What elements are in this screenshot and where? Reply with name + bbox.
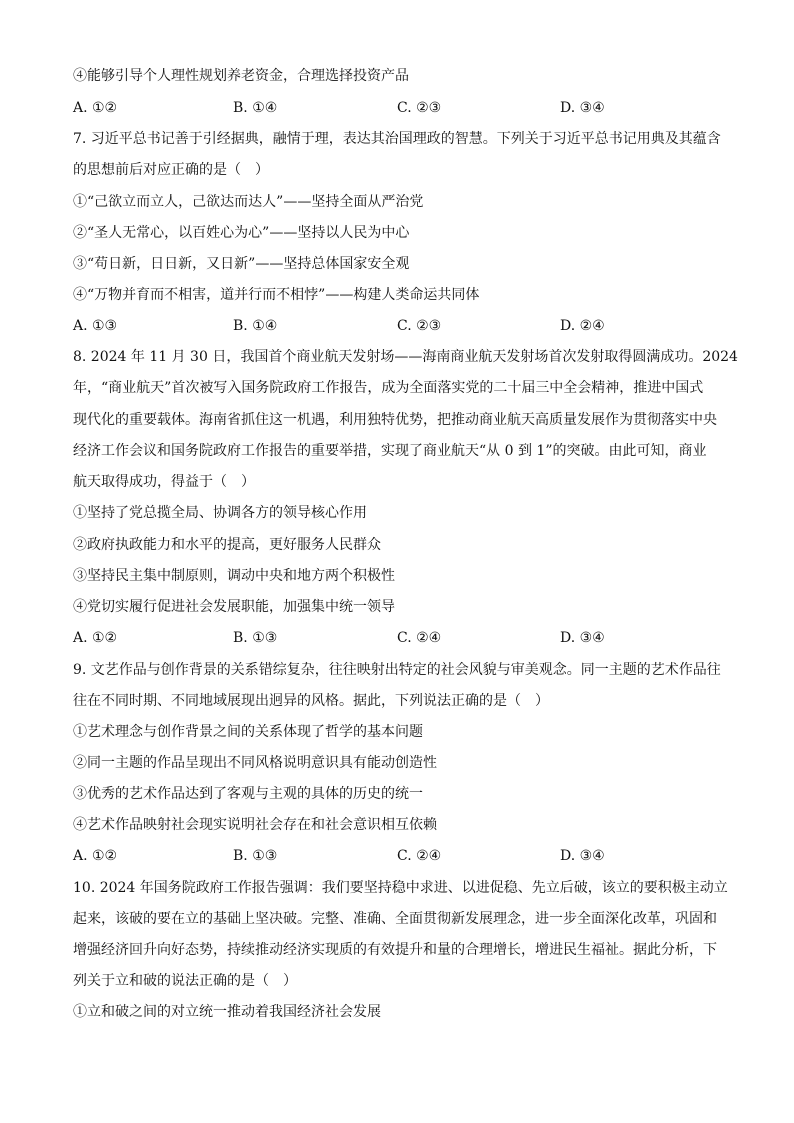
q6-option-b: B. ①④ [233,100,278,116]
q9-stem-line-1: 9. 文艺作品与创作背景的关系错综复杂，往往映射出特定的社会风貌与审美观念。同一主题的艺术作品往 [73,662,721,678]
q8-stem-line-1: 8. 2024 年 11 月 30 日，我国首个商业航天发射场——海南商业航天发射场首次发射取得圆满成功。2024 [73,349,738,365]
q8-statement-2: ②政府执政能力和水平的提高，更好服务人民群众 [73,537,381,553]
q7-options [73,316,733,336]
q9-option-c: C. ②④ [397,848,442,864]
q6-statement-4: ④能够引导个人理性规划养老资金，合理选择投资产品 [73,68,409,84]
q10-stem-line-4: 列关于立和破的说法正确的是（ ） [73,973,297,989]
q7-statement-3: ③“苟日新，日日新，又日新”——坚持总体国家安全观 [73,256,410,272]
q6-option-d: D. ③④ [560,100,605,116]
q6-option-c: C. ②③ [397,100,442,116]
q8-option-a: A. ①② [73,630,118,646]
q6-options [73,98,733,118]
q8-option-c: C. ②④ [397,630,442,646]
q8-statement-1: ①坚持了党总揽全局、协调各方的领导核心作用 [73,505,367,521]
q7-statement-1: ①“己欲立而立人，己欲达而达人”——坚持全面从严治党 [73,194,424,210]
q8-option-b: B. ①③ [233,630,278,646]
q10-stem-line-2: 起来，该破的要在立的基础上坚决破。完整、准确、全面贯彻新发展理念，进一步全面深化改革，巩固和 [73,911,717,927]
q8-stem-line-4: 经济工作会议和国务院政府工作报告的重要举措，实现了商业航天“从 0 到 1”的突破。由此可知，商业 [73,443,707,459]
q10-stem-line-3: 增强经济回升向好态势，持续推动经济实现质的有效提升和量的合理增长，增进民生福祉。据此分析，下 [73,942,717,958]
q9-option-a: A. ①② [73,848,118,864]
q10-statement-1: ①立和破之间的对立统一推动着我国经济社会发展 [73,1004,381,1020]
q7-option-d: D. ②④ [560,318,605,334]
q9-statement-4: ④艺术作品映射社会现实说明社会存在和社会意识相互依赖 [73,817,437,833]
q7-stem-line-2: 的思想前后对应正确的是（ ） [73,162,269,178]
q8-stem-line-5: 航天取得成功，得益于（ ） [73,474,255,490]
q8-option-d: D. ③④ [560,630,605,646]
q9-statement-2: ②同一主题的作品呈现出不同风格说明意识具有能动创造性 [73,755,437,771]
q8-stem-line-2: 年，“商业航天”首次被写入国务院政府工作报告，成为全面落实党的二十届三中全会精神，推进中国式 [73,380,704,396]
q7-option-b: B. ①④ [233,318,278,334]
q8-stem-line-3: 现代化的重要载体。海南省抓住这一机遇，利用独特优势，把推动商业航天高质量发展作为贯彻落实中央 [73,412,717,428]
q9-option-d: D. ③④ [560,848,605,864]
q9-statement-1: ①艺术理念与创作背景之间的关系体现了哲学的基本问题 [73,724,423,740]
q6-option-a: A. ①② [73,100,118,116]
q7-statement-4: ④“万物并育而不相害，道并行而不相悖”——构建人类命运共同体 [73,287,480,303]
q9-options [73,846,733,866]
q7-option-c: C. ②③ [397,318,442,334]
q9-stem-line-2: 往在不同时期、不同地域展现出迥异的风格。据此，下列说法正确的是（ ） [73,693,549,709]
q7-option-a: A. ①③ [73,318,118,334]
q7-stem-line-1: 7. 习近平总书记善于引经据典，融情于理，表达其治国理政的智慧。下列关于习近平总书记用典及其蕴含 [73,131,721,147]
q7-statement-2: ②“圣人无常心，以百姓心为心”——坚持以人民为中心 [73,225,410,241]
q9-statement-3: ③优秀的艺术作品达到了客观与主观的具体的历史的统一 [73,786,423,802]
q9-option-b: B. ①③ [233,848,278,864]
q10-stem-line-1: 10. 2024 年国务院政府工作报告强调：我们要坚持稳中求进、以进促稳、先立后破，该立的要积极主动立 [73,880,728,896]
q8-statement-3: ③坚持民主集中制原则，调动中央和地方两个积极性 [73,568,395,584]
q8-options [73,628,733,648]
q8-statement-4: ④党切实履行促进社会发展职能，加强集中统一领导 [73,599,395,615]
